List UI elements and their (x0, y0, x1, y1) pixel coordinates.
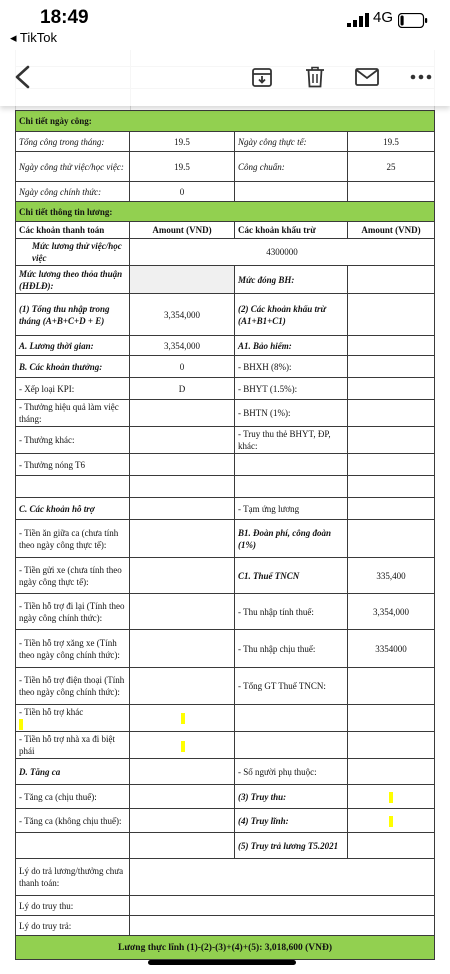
cell-label: - Tiền hỗ trợ khác (16, 705, 130, 732)
table-row (16, 454, 435, 476)
cell-value: 3,354,000 (130, 294, 235, 336)
net-salary-total: Lương thực lĩnh (1)-(2)-(3)+(4)+(5): 3,018,600 (VNĐ) (16, 936, 435, 960)
cell-label: B1. Đoàn phí, công đoàn (1%) (235, 520, 348, 558)
cell-label: - BHTN (1%): (235, 400, 348, 427)
table-row (16, 630, 435, 668)
table-row (16, 132, 435, 152)
highlight-mark (389, 792, 393, 803)
table-row (16, 498, 435, 520)
cell-label: - Tiền hỗ trợ điện thoại (Tính theo ngày công chính thức): (16, 668, 130, 705)
column-header-row (16, 222, 435, 239)
reason-label: Lý do truy trả: (16, 916, 130, 936)
section-header-salary (16, 202, 435, 222)
cell-label: - Số người phụ thuộc: (235, 759, 348, 785)
table-row (16, 182, 435, 202)
cell-label: - Tiền hỗ trợ xăng xe (Tính theo ngày công chính thức): (16, 630, 130, 668)
more-button[interactable] (404, 60, 438, 94)
archive-icon (251, 66, 273, 88)
table-row (16, 294, 435, 336)
cell-label: - Thưởng hiệu quả làm việc tháng: (16, 400, 130, 427)
archive-button[interactable] (245, 60, 279, 94)
table-row (16, 476, 435, 498)
table-row (16, 558, 435, 594)
table-row (16, 859, 435, 896)
net-salary-row (16, 936, 435, 960)
table-row (16, 239, 435, 266)
back-button[interactable] (6, 60, 40, 94)
table-row (16, 520, 435, 558)
cell-value: 3,354,000 (130, 336, 235, 356)
status-time: 18:49 (40, 7, 89, 28)
highlight-mark (181, 741, 185, 752)
network-type: 4G (373, 9, 394, 26)
column-header: Các khoản thanh toán (16, 222, 130, 239)
table-row (16, 732, 435, 759)
cell-label: B. Các khoản thưởng: (16, 356, 130, 378)
cell-label: (4) Truy lĩnh: (235, 809, 348, 833)
cell-label: - Tiền hỗ trợ nhà xa đi biệt phái (16, 732, 130, 759)
table-row (16, 668, 435, 705)
trash-icon (305, 66, 325, 88)
table-row (16, 336, 435, 356)
cell-label: Mức lương thử việc/học việc (16, 239, 130, 266)
table-row (16, 378, 435, 400)
cell-label: C1. Thuế TNCN (235, 558, 348, 594)
cell-label: - Tiền ăn giữa ca (chưa tính theo ngày công thực tế): (16, 520, 130, 558)
more-icon (410, 74, 432, 80)
cell-label: Ngày công thực tế: (235, 132, 348, 152)
cell-label: - Xếp loại KPI: (16, 378, 130, 400)
table-row (16, 809, 435, 833)
cell-label: A1. Bảo hiểm: (235, 336, 348, 356)
column-header: Amount (VND) (130, 222, 235, 239)
cell-label: - Tổng GT Thuế TNCN: (235, 668, 348, 705)
section-header-workdays (16, 111, 435, 132)
table-row (16, 705, 435, 732)
cell-value: 25 (348, 152, 435, 182)
salary-table (15, 110, 435, 960)
cell-label: - BHXH (8%): (235, 356, 348, 378)
mail-toolbar (0, 50, 450, 106)
cell-value: 3,354,000 (348, 594, 435, 630)
cell-value (130, 266, 235, 294)
chevron-left-icon (12, 64, 34, 90)
table-row (16, 152, 435, 182)
cell-label: Tổng công trong tháng: (16, 132, 130, 152)
cell-label: Ngày công thử việc/học việc: (16, 152, 130, 182)
home-indicator[interactable] (148, 960, 296, 965)
section-title: Chi tiết thông tin lương: (16, 202, 435, 222)
cell-label: A. Lương thời gian: (16, 336, 130, 356)
table-row (16, 896, 435, 916)
table-row (16, 427, 435, 454)
table-row (16, 356, 435, 378)
cell-label: Mức lương theo thỏa thuận (HĐLĐ): (16, 266, 130, 294)
cell-value: D (130, 378, 235, 400)
highlight-mark (389, 816, 393, 827)
cell-label: - Tiền gửi xe (chưa tính theo ngày công thực tế): (16, 558, 130, 594)
cell-label: (3) Truy thu: (235, 785, 348, 809)
cell-label: (2) Các khoản khấu trừ (A1+B1+C1) (235, 294, 348, 336)
table-row (16, 759, 435, 785)
cell-label: D. Tăng ca (16, 759, 130, 785)
status-bar (0, 0, 450, 50)
reply-button[interactable] (350, 60, 384, 94)
envelope-icon (355, 68, 379, 86)
cell-label: - Tăng ca (không chịu thuế): (16, 809, 130, 833)
cell-value: 19.5 (348, 132, 435, 152)
back-to-app-link[interactable]: ◂ TikTok (10, 30, 57, 45)
cell-value: 0 (130, 182, 235, 202)
column-header: Các khoản khấu trừ (235, 222, 348, 239)
table-row (16, 916, 435, 936)
highlight-mark (19, 719, 23, 730)
cell-label: - Tiền hỗ trợ đi lại (Tính theo ngày công chính thức): (16, 594, 130, 630)
cell-value: 3354000 (348, 630, 435, 668)
cell-label: - Thu nhập tính thuế: (235, 594, 348, 630)
battery-icon (398, 13, 428, 28)
delete-button[interactable] (298, 60, 332, 94)
cell-label: - Truy thu thẻ BHYT, ĐP, khác: (235, 427, 348, 454)
cell-label: - Tạm ứng lương (235, 498, 348, 520)
cell-label: - Tăng ca (chịu thuế): (16, 785, 130, 809)
reason-label: Lý do trả lương/thưởng chưa thanh toán: (16, 859, 130, 896)
cell-label: C. Các khoản hỗ trợ (16, 498, 130, 520)
highlight-mark (181, 713, 185, 724)
cell-label: - Thưởng khác: (16, 427, 130, 454)
cell-label: - BHYT (1.5%): (235, 378, 348, 400)
table-row (16, 400, 435, 427)
column-header: Amount (VND) (348, 222, 435, 239)
section-title: Chi tiết ngày công: (16, 111, 435, 132)
table-row (16, 833, 435, 859)
cell-label: - Thu nhập chịu thuế: (235, 630, 348, 668)
cell-label: (1) Tổng thu nhập trong tháng (A+B+C+D + E) (16, 294, 130, 336)
table-row (16, 594, 435, 630)
cellular-signal-icon (347, 13, 369, 27)
cell-value: 335,400 (348, 558, 435, 594)
cell-value: 19.5 (130, 152, 235, 182)
cell-label: Mức đóng BH: (235, 266, 348, 294)
reason-label: Lý do truy thu: (16, 896, 130, 916)
cell-value: 19.5 (130, 132, 235, 152)
cell-label: Công chuẩn: (235, 152, 348, 182)
table-row (16, 266, 435, 294)
cell-label: (5) Truy trả lương T5.2021 (235, 833, 348, 859)
cell-label: Ngày công chính thức: (16, 182, 130, 202)
cell-value: 4300000 (130, 239, 435, 266)
cell-label: - Thưởng nóng T6 (16, 454, 130, 476)
cell-value: 0 (130, 356, 235, 378)
table-row (16, 785, 435, 809)
